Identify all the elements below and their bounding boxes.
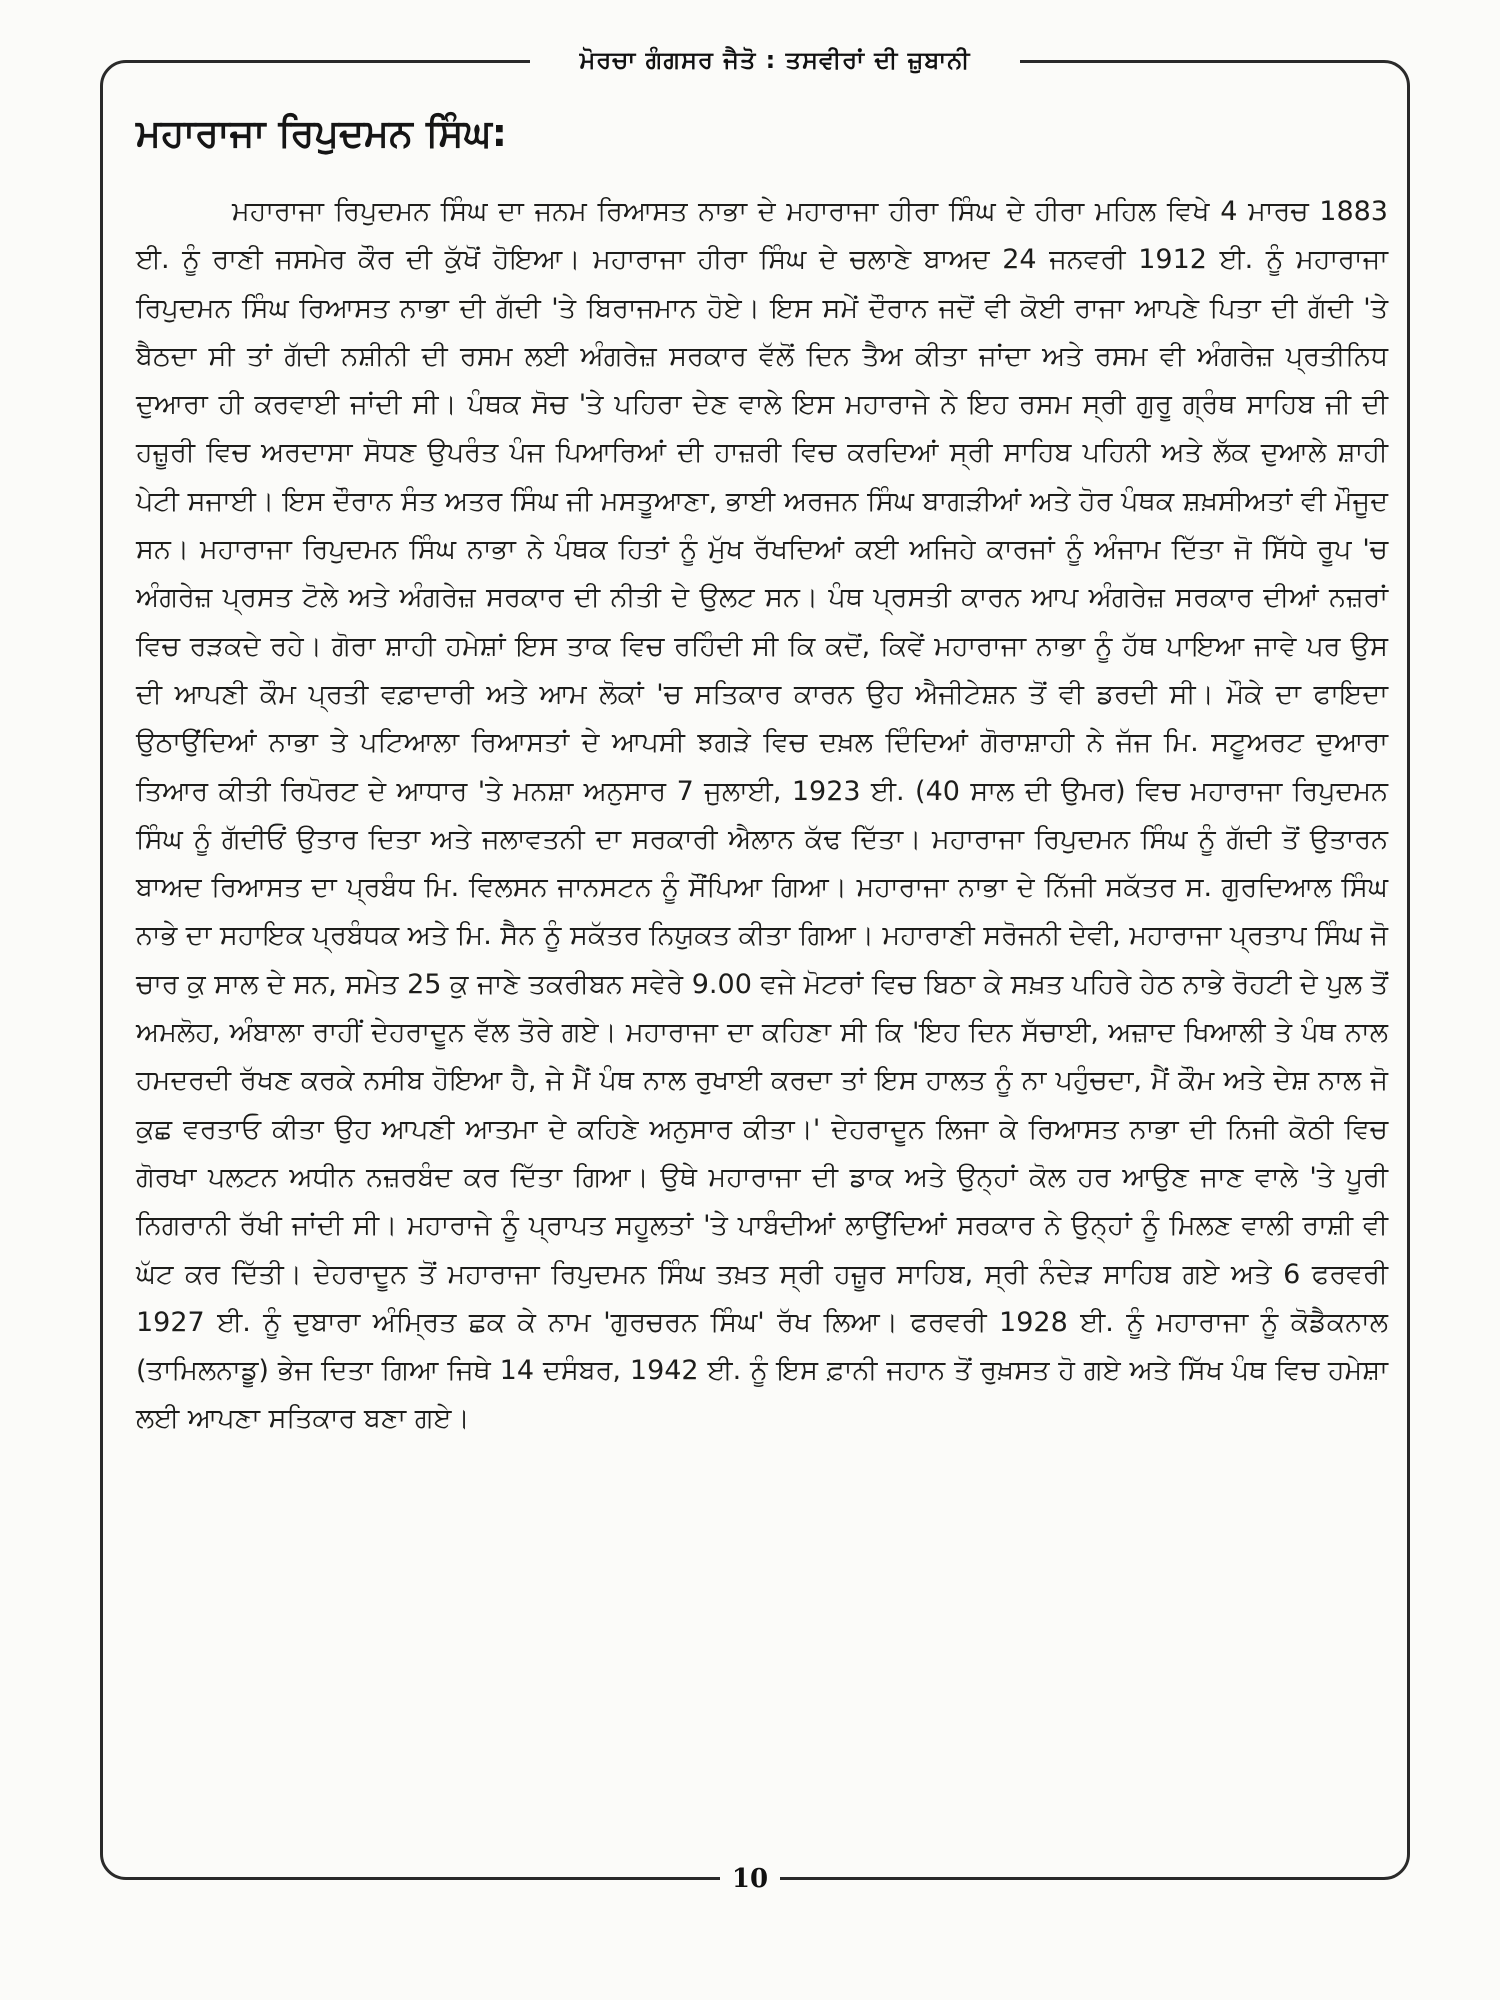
page-number: 10 <box>720 1862 780 1896</box>
running-header-title: ਮੋਰਚਾ ਗੰਗਸਰ ਜੈਤੋ : ਤਸਵੀਰਾਂ ਦੀ ਜ਼ੁਬਾਨੀ <box>530 44 1020 76</box>
section-heading: ਮਹਾਰਾਜਾ ਰਿਪੁਦਮਨ ਸਿੰਘ: <box>136 111 508 155</box>
body-paragraph: ਮਹਾਰਾਜਾ ਰਿਪੁਦਮਨ ਸਿੰਘ ਦਾ ਜਨਮ ਰਿਆਸਤ ਨਾਭਾ ਦੇ ਮਹਾਰਾਜਾ ਹੀਰਾ ਸਿੰਘ ਦੇ ਹੀਰਾ ਮਹਿਲ ਵਿਖੇ 4 ਮਾਰਚ 1883 ਈ. ਨੂੰ ਰਾਣੀ ਜਸਮੇਰ ਕੌਰ ਦੀ ਕੁੱਖੋਂ ਹੋਇਆ। ਮਹਾਰਾਜਾ ਹੀਰਾ ਸਿੰਘ ਦੇ ਚਲਾਣੇ ਬਾਅਦ 24 ਜਨਵਰੀ 1912 ਈ. ਨੂੰ ਮਹਾਰਾਜਾ ਰਿਪੁਦਮਨ ਸਿੰਘ ਰਿਆਸਤ ਨਾਭਾ ਦੀ ਗੱਦੀ 'ਤੇ ਬਿਰਾਜਮਾਨ ਹੋਏ। ਇਸ ਸਮੇਂ ਦੌਰਾਨ ਜਦੋਂ ਵੀ ਕੋਈ ਰਾਜਾ ਆਪਣੇ ਪਿਤਾ ਦੀ ਗੱਦੀ 'ਤੇ ਬੈਠਦਾ ਸੀ ਤਾਂ ਗੱਦੀ ਨਸ਼ੀਨੀ ਦੀ ਰਸਮ ਲਈ ਅੰਗਰੇਜ਼ ਸਰਕਾਰ ਵੱਲੋਂ ਦਿਨ ਤੈਅ ਕੀਤਾ ਜਾਂਦਾ ਅਤੇ ਰਸਮ ਵੀ ਅੰਗਰੇਜ਼ ਪ੍ਰਤੀਨਿਧ ਦੁਆਰਾ ਹੀ ਕਰਵਾਈ ਜਾਂਦੀ ਸੀ। ਪੰਥਕ ਸੋਚ 'ਤੇ ਪਹਿਰਾ ਦੇਣ ਵਾਲੇ ਇਸ ਮਹਾਰਾਜੇ ਨੇ ਇਹ ਰਸਮ ਸ੍ਰੀ ਗੁਰੂ ਗ੍ਰੰਥ ਸਾਹਿਬ ਜੀ ਦੀ ਹਜ਼ੂਰੀ ਵਿਚ ਅਰਦਾਸਾ ਸੋਧਣ ਉਪਰੰਤ ਪੰਜ ਪਿਆਰਿਆਂ ਦੀ ਹਾਜ਼ਰੀ ਵਿਚ ਕਰਦਿਆਂ ਸ੍ਰੀ ਸਾਹਿਬ ਪਹਿਨੀ ਅਤੇ ਲੱਕ ਦੁਆਲੇ ਸ਼ਾਹੀ ਪੇਟੀ ਸਜਾਈ। ਇਸ ਦੌਰਾਨ ਸੰਤ ਅਤਰ ਸਿੰਘ ਜੀ ਮਸਤੂਆਣਾ, ਭਾਈ ਅਰਜਨ ਸਿੰਘ ਬਾਗੜੀਆਂ ਅਤੇ ਹੋਰ ਪੰਥਕ ਸ਼ਖ਼ਸੀਅਤਾਂ ਵੀ ਮੌਜੂਦ ਸਨ। ਮਹਾਰਾਜਾ ਰਿਪੁਦਮਨ ਸਿੰਘ ਨਾਭਾ ਨੇ ਪੰਥਕ ਹਿਤਾਂ ਨੂੰ ਮੁੱਖ ਰੱਖਦਿਆਂ ਕਈ ਅਜਿਹੇ ਕਾਰਜਾਂ ਨੂੰ ਅੰਜਾਮ ਦਿੱਤਾ ਜੋ ਸਿੱਧੇ ਰੂਪ 'ਚ ਅੰਗਰੇਜ਼ ਪ੍ਰਸਤ ਟੋਲੇ ਅਤੇ ਅੰਗਰੇਜ਼ ਸਰਕਾਰ ਦੀ ਨੀਤੀ ਦੇ ਉਲਟ ਸਨ। ਪੰਥ ਪ੍ਰਸਤੀ ਕਾਰਨ ਆਪ ਅੰਗਰੇਜ਼ ਸਰਕਾਰ ਦੀਆਂ ਨਜ਼ਰਾਂ ਵਿਚ ਰੜਕਦੇ ਰਹੇ। ਗੋਰਾ ਸ਼ਾਹੀ ਹਮੇਸ਼ਾਂ ਇਸ ਤਾਕ ਵਿਚ ਰਹਿੰਦੀ ਸੀ ਕਿ ਕਦੋਂ, ਕਿਵੇਂ ਮਹਾਰਾਜਾ ਨਾਭਾ ਨੂੰ ਹੱਥ ਪਾਇਆ ਜਾਵੇ ਪਰ ਉਸ ਦੀ ਆਪਣੀ ਕੌਮ ਪ੍ਰਤੀ ਵਫ਼ਾਦਾਰੀ ਅਤੇ ਆਮ ਲੋਕਾਂ 'ਚ ਸਤਿਕਾਰ ਕਾਰਨ ਉਹ ਐਜੀਟੇਸ਼ਨ ਤੋਂ ਵੀ ਡਰਦੀ ਸੀ। ਮੌਕੇ ਦਾ ਫਾਇਦਾ ਉਠਾਉਂਦਿਆਂ ਨਾਭਾ ਤੇ ਪਟਿਆਲਾ ਰਿਆਸਤਾਂ ਦੇ ਆਪਸੀ ਝਗੜੇ ਵਿਚ ਦਖ਼ਲ ਦਿੰਦਿਆਂ ਗੋਰਾਸ਼ਾਹੀ ਨੇ ਜੱਜ ਮਿ. ਸਟੂਅਰਟ ਦੁਆਰਾ ਤਿਆਰ ਕੀਤੀ ਰਿਪੋਰਟ ਦੇ ਆਧਾਰ 'ਤੇ ਮਨਸ਼ਾ ਅਨੁਸਾਰ 7 ਜੁਲਾਈ, 1923 ਈ. (40 ਸਾਲ ਦੀ ਉਮਰ) ਵਿਚ ਮਹਾਰਾਜਾ ਰਿਪੁਦਮਨ ਸਿੰਘ ਨੂੰ ਗੱਦੀਓਂ ਉਤਾਰ ਦਿਤਾ ਅਤੇ ਜਲਾਵਤਨੀ ਦਾ ਸਰਕਾਰੀ ਐਲਾਨ ਕੱਢ ਦਿੱਤਾ। ਮਹਾਰਾਜਾ ਰਿਪੁਦਮਨ ਸਿੰਘ ਨੂੰ ਗੱਦੀ ਤੋਂ ਉਤਾਰਨ ਬਾਅਦ ਰਿਆਸਤ ਦਾ ਪ੍ਰਬੰਧ ਮਿ. ਵਿਲਸਨ ਜਾਨਸਟਨ ਨੂੰ ਸੌਂਪਿਆ ਗਿਆ। ਮਹਾਰਾਜਾ ਨਾਭਾ ਦੇ ਨਿੱਜੀ ਸਕੱਤਰ ਸ. ਗੁਰਦਿਆਲ ਸਿੰਘ ਨਾਭੇ ਦਾ ਸਹਾਇਕ ਪ੍ਰਬੰਧਕ ਅਤੇ ਮਿ. ਸੈਨ ਨੂੰ ਸਕੱਤਰ ਨਿਯੁਕਤ ਕੀਤਾ ਗਿਆ। ਮਹਾਰਾਣੀ ਸਰੋਜਨੀ ਦੇਵੀ, ਮਹਾਰਾਜਾ ਪ੍ਰਤਾਪ ਸਿੰਘ ਜੋ ਚਾਰ ਕੁ ਸਾਲ ਦੇ ਸਨ, ਸਮੇਤ 25 ਕੁ ਜਾਣੇ ਤਕਰੀਬਨ ਸਵੇਰੇ 9.00 ਵਜੇ ਮੋਟਰਾਂ ਵਿਚ ਬਿਠਾ ਕੇ ਸਖ਼ਤ ਪਹਿਰੇ ਹੇਠ ਨਾਭੇ ਰੋਹਟੀ ਦੇ ਪੁਲ ਤੋਂ ਅਮਲੋਹ, ਅੰਬਾਲਾ ਰਾਹੀਂ ਦੇਹਰਾਦੂਨ ਵੱਲ ਤੋਰੇ ਗਏ। ਮਹਾਰਾਜਾ ਦਾ ਕਹਿਣਾ ਸੀ ਕਿ 'ਇਹ ਦਿਨ ਸੱਚਾਈ, ਅਜ਼ਾਦ ਖਿਆਲੀ ਤੇ ਪੰਥ ਨਾਲ ਹਮਦਰਦੀ ਰੱਖਣ ਕਰਕੇ ਨਸੀਬ ਹੋਇਆ ਹੈ, ਜੇ ਮੈਂ ਪੰਥ ਨਾਲ ਰੁਖਾਈ ਕਰਦਾ ਤਾਂ ਇਸ ਹਾਲਤ ਨੂੰ ਨਾ ਪਹੁੰਚਦਾ, ਮੈਂ ਕੌਮ ਅਤੇ ਦੇਸ਼ ਨਾਲ ਜੋ ਕੁਛ ਵਰਤਾਓ ਕੀਤਾ ਉਹ ਆਪਣੀ ਆਤਮਾ ਦੇ ਕਹਿਣੇ ਅਨੁਸਾਰ ਕੀਤਾ।' ਦੇਹਰਾਦੂਨ ਲਿਜਾ ਕੇ ਰਿਆਸਤ ਨਾਭਾ ਦੀ ਨਿਜੀ ਕੋਠੀ ਵਿਚ ਗੋਰਖਾ ਪਲਟਨ ਅਧੀਨ ਨਜ਼ਰਬੰਦ ਕਰ ਦਿੱਤਾ ਗਿਆ। ਉਥੇ ਮਹਾਰਾਜਾ ਦੀ ਡਾਕ ਅਤੇ ਉਨ੍ਹਾਂ ਕੋਲ ਹਰ ਆਉਣ ਜਾਣ ਵਾਲੇ 'ਤੇ ਪੂਰੀ ਨਿਗਰਾਨੀ ਰੱਖੀ ਜਾਂਦੀ ਸੀ। ਮਹਾਰਾਜੇ ਨੂੰ ਪ੍ਰਾਪਤ ਸਹੂਲਤਾਂ 'ਤੇ ਪਾਬੰਦੀਆਂ ਲਾਉਂਦਿਆਂ ਸਰਕਾਰ ਨੇ ਉਨ੍ਹਾਂ ਨੂੰ ਮਿਲਣ ਵਾਲੀ ਰਾਸ਼ੀ ਵੀ ਘੱਟ ਕਰ ਦਿੱਤੀ। ਦੇਹਰਾਦੂਨ ਤੋਂ ਮਹਾਰਾਜਾ ਰਿਪੁਦਮਨ ਸਿੰਘ ਤਖ਼ਤ ਸ੍ਰੀ ਹਜ਼ੂਰ ਸਾਹਿਬ, ਸ੍ਰੀ ਨੰਦੇੜ ਸਾਹਿਬ ਗਏ ਅਤੇ 6 ਫਰਵਰੀ 1927 ਈ. ਨੂੰ ਦੁਬਾਰਾ ਅੰਮ੍ਰਿਤ ਛਕ ਕੇ ਨਾਮ 'ਗੁਰਚਰਨ ਸਿੰਘ' ਰੱਖ ਲਿਆ। ਫਰਵਰੀ 1928 ਈ. ਨੂੰ ਮਹਾਰਾਜਾ ਨੂੰ ਕੋਡੈਕਨਾਲ (ਤਾਮਿਲਨਾਡੂ) ਭੇਜ ਦਿਤਾ ਗਿਆ ਜਿਥੇ 14 ਦਸੰਬਰ, 1942 ਈ. ਨੂੰ ਇਸ ਫ਼ਾਨੀ ਜਹਾਨ ਤੋਂ ਰੁਖ਼ਸਤ ਹੋ ਗਏ ਅਤੇ ਸਿੱਖ ਪੰਥ ਵਿਚ ਹਮੇਸ਼ਾ ਲਈ ਆਪਣਾ ਸਤਿਕਾਰ ਬਣਾ ਗਏ। <box>136 196 1388 1435</box>
